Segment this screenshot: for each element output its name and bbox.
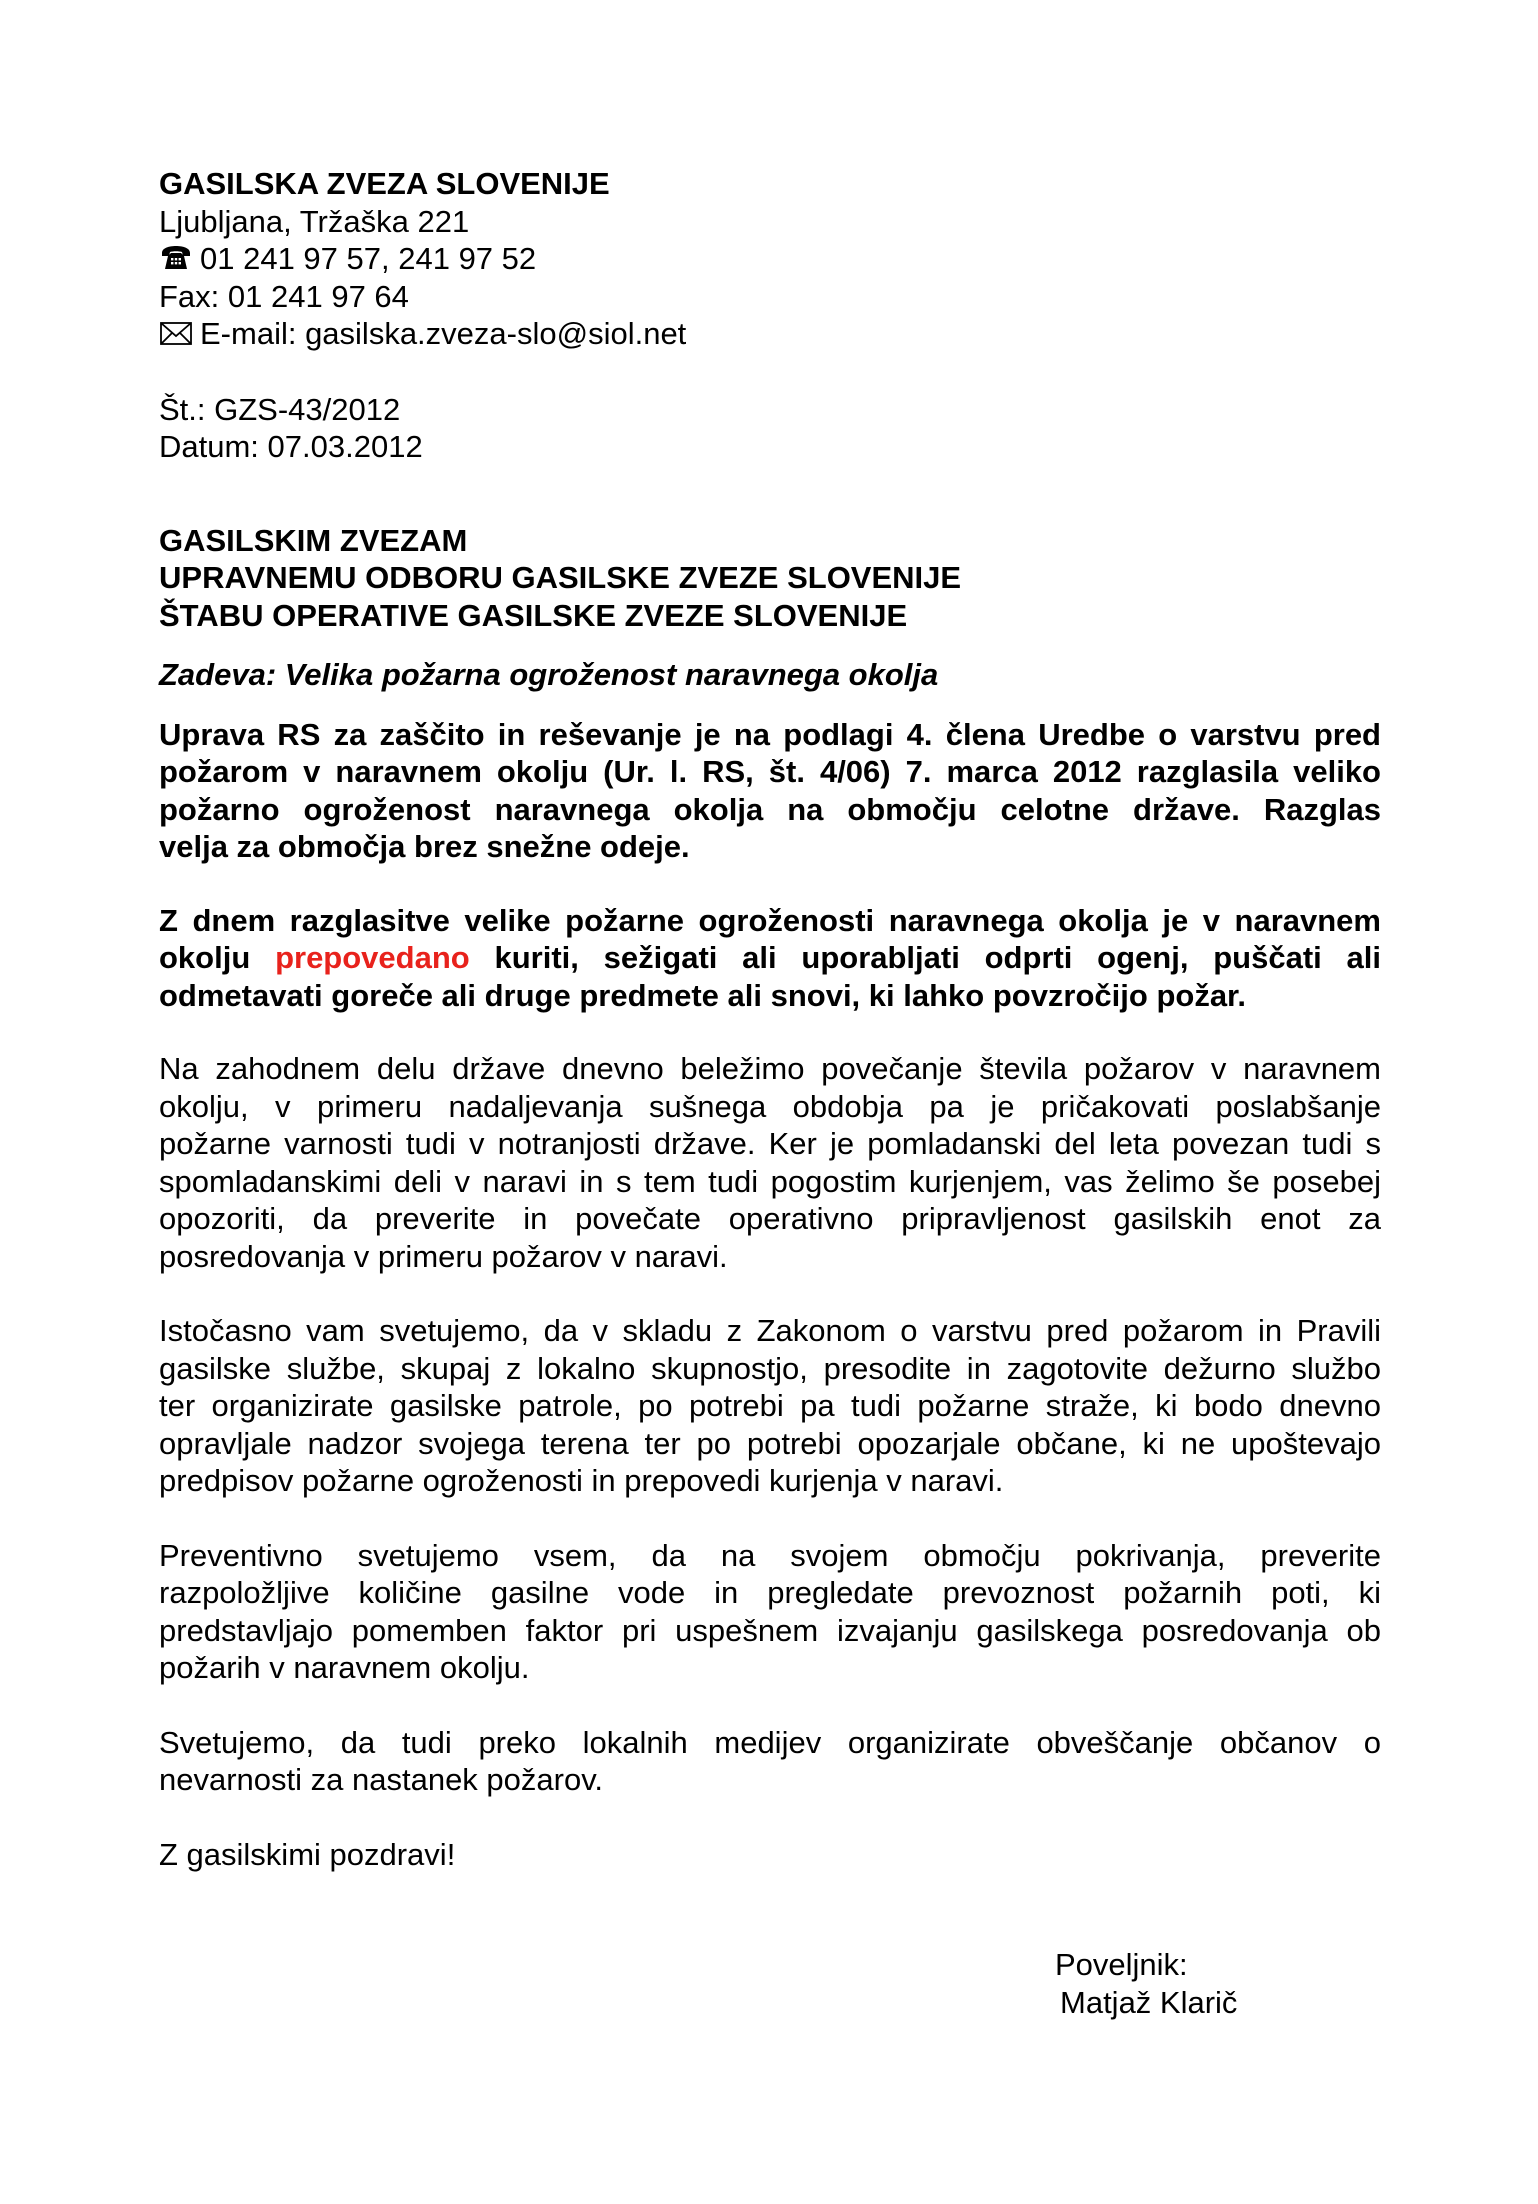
paragraph-line: ter organizirate gasilske patrole, po potrebi pa tudi požarne straže, ki bodo dnevno	[159, 1388, 1381, 1423]
paragraph-line: požarno ogroženost naravnega okolja na območju celotne države. Razglas	[159, 791, 1381, 827]
paragraph-situation	[159, 1050, 1381, 1275]
paragraph-line: predpisov požarne ogroženosti in prepovedi kurjenja v naravi.	[159, 1463, 1004, 1498]
recipient-line: ŠTABU OPERATIVE GASILSKE ZVEZE SLOVENIJE	[159, 597, 908, 633]
phone-icon	[159, 244, 193, 272]
signature-block	[1055, 1946, 1237, 2021]
email-address: E-mail: gasilska.zveza-slo@siol.net	[200, 316, 687, 351]
organization-address: Ljubljana, Tržaška 221	[159, 203, 470, 239]
letterhead	[159, 165, 1381, 353]
paragraph-line: razpoložljive količine gasilne vode in pregledate prevoznost požarnih poti, ki	[159, 1575, 1381, 1610]
reference-block	[159, 391, 1381, 466]
paragraph-line: opozoriti, da preverite in povečate operativno pripravljenost gasilskih enot za	[159, 1201, 1381, 1236]
paragraph-line: velja za območja brez snežne odeje.	[159, 829, 690, 864]
paragraph-line: Na zahodnem delu države dnevno beležimo povečanje števila požarov v naravnem	[159, 1051, 1381, 1086]
paragraph-line: Preventivno svetujemo vsem, da na svojem območju pokrivanja, preverite	[159, 1537, 1381, 1573]
subject-line: Zadeva: Velika požarna ogroženost naravnega okolja	[159, 657, 939, 692]
paragraph-prohibition	[159, 902, 1381, 1015]
paragraph-line: Uprava RS za zaščito in reševanje je na podlagi 4. člena Uredbe o varstvu pred	[159, 716, 1381, 752]
phone-numbers: 01 241 97 57, 241 97 52	[200, 241, 537, 276]
paragraph-advice	[159, 1312, 1381, 1500]
paragraph-line: Svetujemo, da tudi preko lokalnih medijev organizirate obveščanje občanov o	[159, 1724, 1381, 1760]
phone-line	[159, 240, 1381, 278]
envelope-icon	[159, 319, 193, 347]
recipient-line: UPRAVNEMU ODBORU GASILSKE ZVEZE SLOVENIJE	[159, 560, 962, 595]
paragraph-line: odmetavati goreče ali druge predmete ali snovi, ki lahko povzročijo požar.	[159, 977, 1247, 1013]
email-line	[159, 315, 1381, 353]
reference-number: Št.: GZS-43/2012	[159, 391, 401, 427]
paragraph-line: nevarnosti za nastanek požarov.	[159, 1762, 604, 1797]
paragraph-line: požarne varnosti tudi v notranjosti države. Ker je pomladanski del leta povezan tudi s	[159, 1126, 1381, 1161]
paragraph-line: opravljale nadzor svojega terena ter po potrebi opozarjale občane, ki ne upoštevajo	[159, 1425, 1381, 1461]
organization-name: GASILSKA ZVEZA SLOVENIJE	[159, 166, 610, 201]
signatory-name: Matjaž Klarič	[1060, 1984, 1238, 2020]
letter-body	[159, 165, 1381, 1873]
reference-date: Datum: 07.03.2012	[159, 429, 423, 464]
paragraph-line: Istočasno vam svetujemo, da v skladu z Zakonom o varstvu pred požarom in Pravili	[159, 1313, 1381, 1348]
paragraph-media	[159, 1724, 1381, 1799]
paragraph-line: spomladanskimi deli v naravi in s tem tudi pogostim kurjenjem, vas želimo še posebej	[159, 1163, 1381, 1199]
paragraph-line: požarih v naravnem okolju.	[159, 1650, 530, 1685]
signatory-title: Poveljnik:	[1055, 1947, 1188, 1982]
paragraph-line: Z dnem razglasitve velike požarne ogroženosti naravnega okolja je v naravnem	[159, 902, 1381, 938]
recipients-block	[159, 522, 1381, 635]
paragraph-line: gasilske službe, skupaj z lokalno skupnostjo, presodite in zagotovite dežurno službo	[159, 1350, 1381, 1386]
prohibition-prefix: okolju	[159, 940, 251, 975]
paragraph-preventive	[159, 1537, 1381, 1687]
paragraph-line: predstavljajo pomemben faktor pri uspešnem izvajanju gasilskega posredovanja ob	[159, 1612, 1381, 1648]
closing-greeting: Z gasilskimi pozdravi!	[159, 1836, 456, 1872]
paragraph-line	[159, 939, 1381, 977]
recipient-line: GASILSKIM ZVEZAM	[159, 522, 468, 558]
prohibited-highlight: prepovedano	[275, 940, 470, 975]
fax-line: Fax: 01 241 97 64	[159, 278, 409, 314]
paragraph-line: požarom v naravnem okolju (Ur. l. RS, št. 4/06) 7. marca 2012 razglasila veliko	[159, 754, 1381, 789]
prohibition-suffix: kuriti, sežigati ali uporabljati odprti ogenj, puščati ali	[494, 940, 1381, 975]
paragraph-announcement	[159, 716, 1381, 866]
paragraph-line: okolju, v primeru nadaljevanja sušnega obdobja pa je pričakovati poslabšanje	[159, 1088, 1381, 1124]
paragraph-line: posredovanja v primeru požarov v naravi.	[159, 1238, 728, 1274]
